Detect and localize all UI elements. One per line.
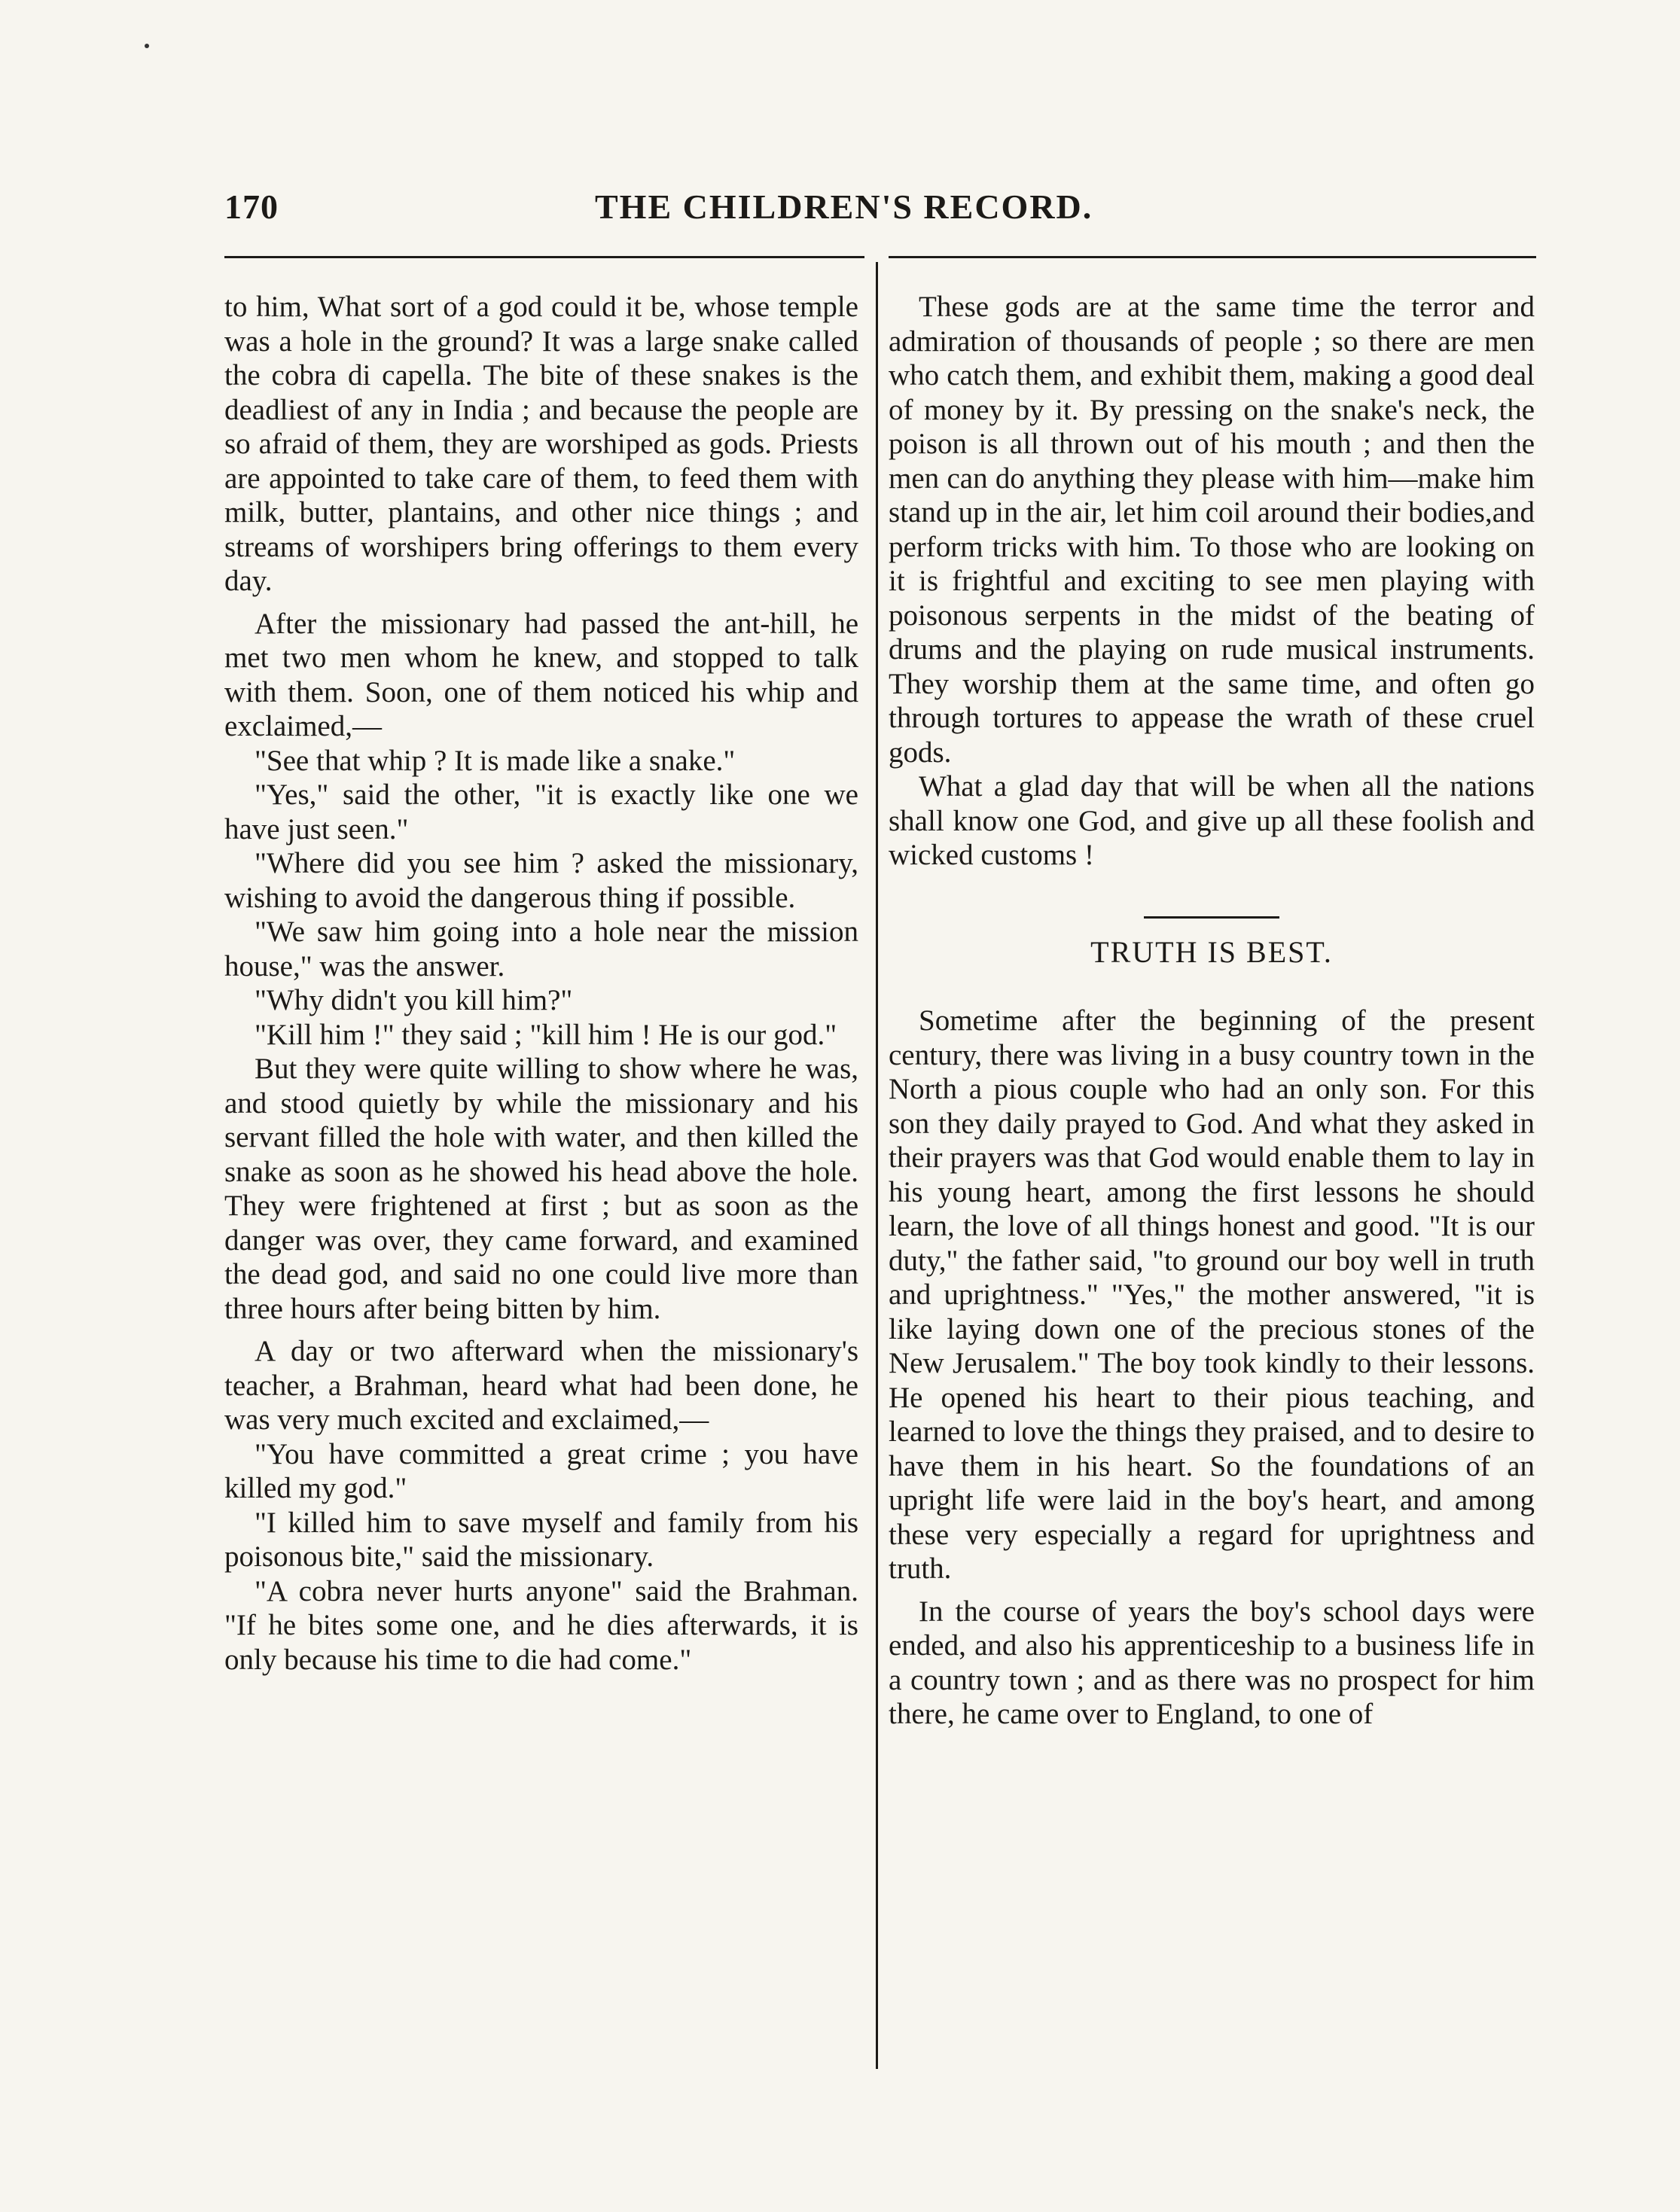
paragraph: "Kill him !" they said ; "kill him ! He is our god."	[255, 1018, 837, 1051]
section-title: TRUTH IS BEST.	[1090, 934, 1333, 969]
page-number: 170	[224, 187, 279, 226]
paragraph: What a glad day that will be when all the nations shall know one God, and give up all these foolish and wicked customs !	[889, 770, 1535, 871]
paragraph: A day or two afterward when the missionary's teacher, a Brahman, heard what had been done, he was very much excited and exclaimed,—	[224, 1335, 858, 1436]
section-divider	[1144, 916, 1279, 919]
paragraph: "Where did you see him ? asked the missionary, wishing to avoid the dangerous thing if possible.	[224, 847, 858, 914]
paragraph: Sometime after the beginning of the present century, there was living in a busy country town in the North a pious couple who had an only son. For this son they daily prayed to God. And what they asked in their prayers was that God would enable them to lay in his young heart, among the first lessons he should learn, the love of all things honest and good. "It is our duty," the father said, "to ground our boy well in truth and uprightness." "Yes," the mother answered, "it is like laying down one of the precious stones of the New Jerusalem." The boy took kindly to their lessons. He opened his heart to their pious teaching, and learned to love the things they praised, and to desire to have them in his heart. So the foundations of an upright life were laid in the boy's heart, and among these very especially a regard for uprightness and truth.	[889, 1004, 1535, 1585]
paragraph: "Yes," said the other, "it is exactly like one we have just seen."	[224, 778, 858, 845]
paragraph: After the missionary had passed the ant-hill, he met two men whom he knew, and stopped to talk with them. Soon, one of them noticed his whip and exclaimed,—	[224, 607, 858, 742]
paragraph: "You have committed a great crime ; you have killed my god."	[224, 1437, 858, 1504]
paragraph: But they were quite willing to show where he was, and stood quietly by while the missionary and his servant filled the hole with water, and then killed the snake as soon as he showed his head above the hole. They were frightened at first ; but as soon as the danger was over, they came forward, and examined the dead god, and said no one could live more than three hours after being bitten by him.	[224, 1053, 858, 1325]
paragraph: to him, What sort of a god could it be, whose temple was a hole in the ground? It was a large snake called the cobra di capella. The bite of these snakes is the deadliest of any in India ; and because the people are so afraid of them, they are worshiped as gods. Priests are appointed to take care of them, to feed them with milk, butter, plantains, and other nice things ; and streams of worshipers bring offerings to them every day.	[224, 291, 858, 597]
paragraph: "See that whip ? It is made like a snake."	[255, 744, 736, 777]
left-column	[224, 290, 858, 1677]
header-rule-left	[224, 256, 864, 258]
running-title: THE CHILDREN'S RECORD.	[595, 187, 1093, 226]
paragraph: "A cobra never hurts anyone" said the Brahman. "If he bites some one, and he dies afterwards, it is only because his time to die had come."	[224, 1574, 858, 1676]
paragraph: "Why didn't you kill him?"	[255, 984, 573, 1016]
header-rule-right	[889, 256, 1536, 258]
paragraph: In the course of years the boy's school days were ended, and also his apprenticeship to a business life in a country town ; and as there was no prospect for him there, he came over to England, to one of	[889, 1595, 1535, 1730]
paragraph: "I killed him to save myself and family from his poisonous bite," said the missionary.	[224, 1506, 858, 1573]
paragraph: "We saw him going into a hole near the mission house," was the answer.	[224, 916, 858, 983]
column-divider	[876, 262, 878, 2069]
right-column	[889, 290, 1535, 1732]
stray-ink-dot	[145, 44, 149, 48]
paragraph: These gods are at the same time the terror and admiration of thousands of people ; so there are men who catch them, and exhibit them, making a good deal of money by it. By pressing on the snake's neck, the poison is all thrown out of his mouth ; and then the men can do anything they please with him—make him stand up in the air, let him coil around their bodies,and perform tricks with him. To those who are looking on it is frightful and exciting to see men playing with poisonous serpents in the midst of the beating of drums and the playing on rude musical instruments. They worship them at the same time, and often go through tortures to appease the wrath of these cruel gods.	[889, 291, 1535, 769]
